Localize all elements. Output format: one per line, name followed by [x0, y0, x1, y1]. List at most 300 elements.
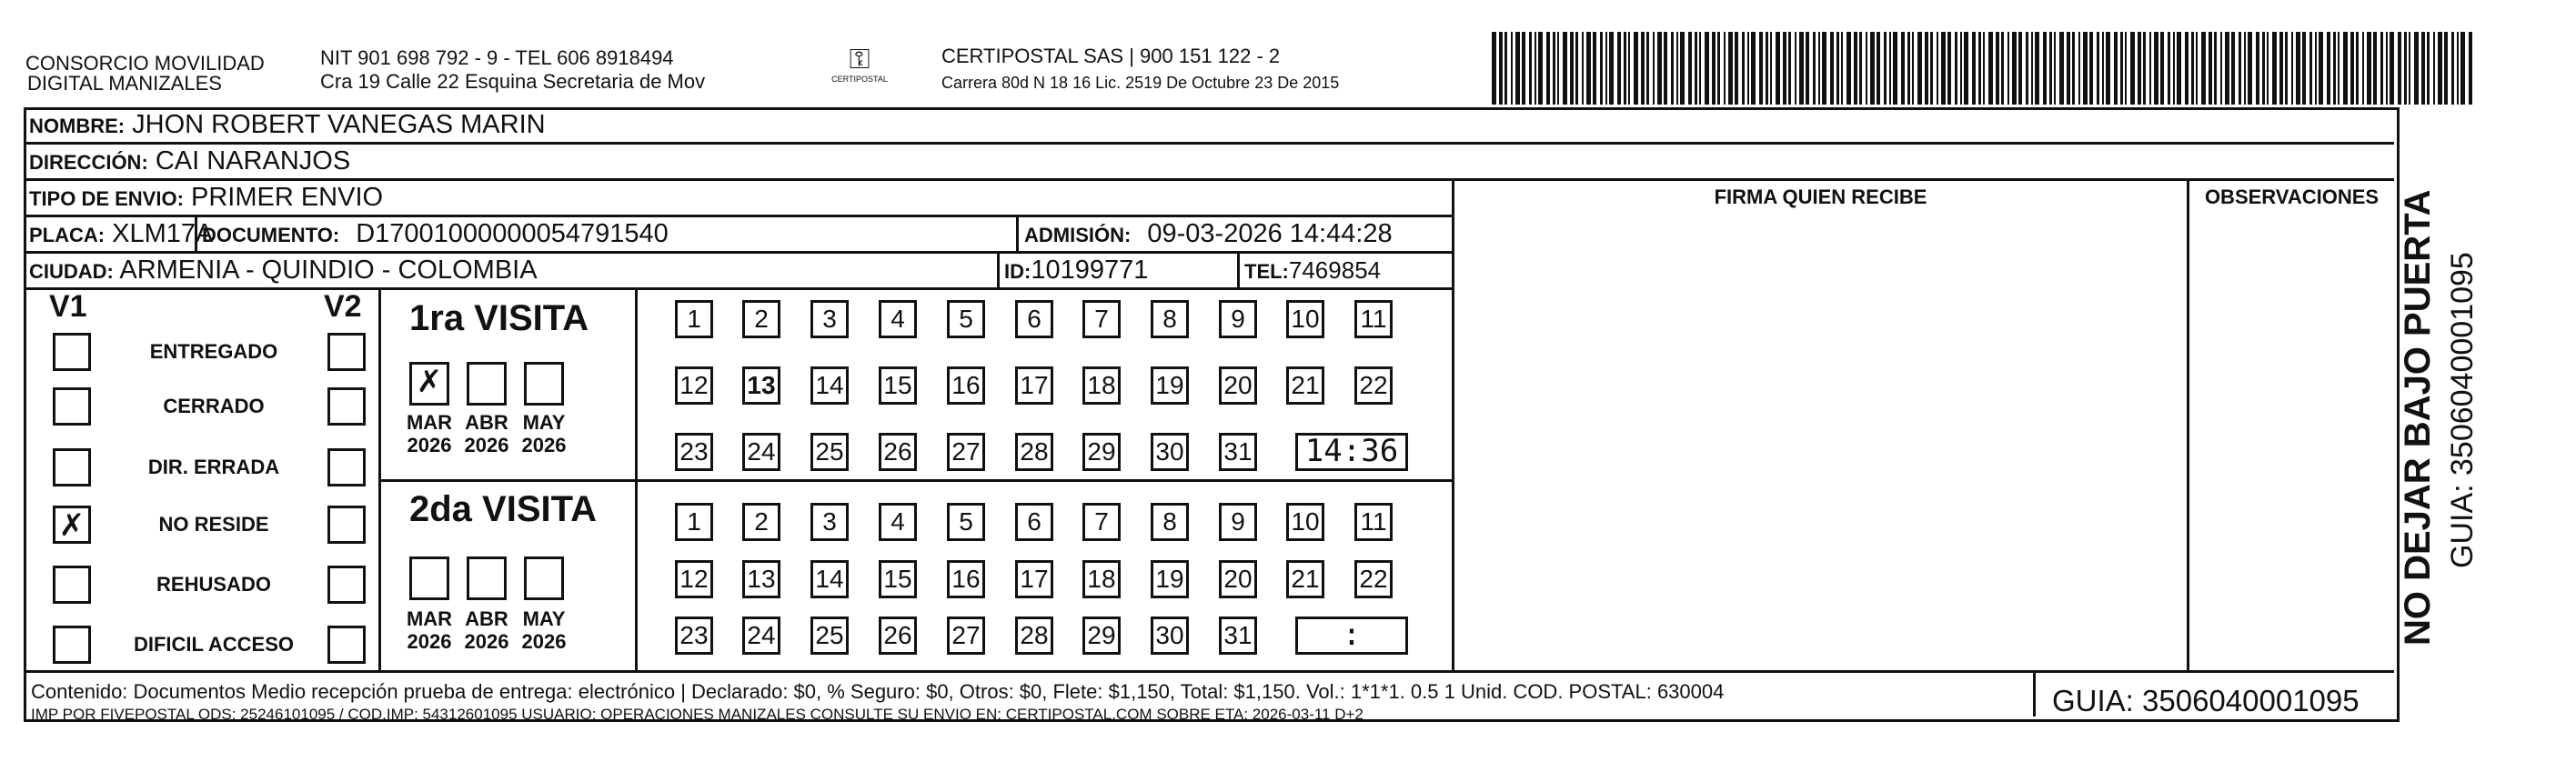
- barcode-bar: [2302, 32, 2306, 105]
- barcode-bar: [1586, 32, 1591, 105]
- barcode-bar: [2185, 32, 2189, 105]
- barcode-bar: [2114, 32, 2118, 105]
- barcode-bar: [1955, 32, 1957, 105]
- day-cell[interactable]: 4: [879, 503, 917, 541]
- day-cell[interactable]: 22: [1354, 560, 1393, 598]
- barcode-bar: [1893, 32, 1897, 105]
- barcode-bar: [2106, 32, 2110, 105]
- barcode-bar: [1964, 32, 1968, 105]
- barcode-bar: [1795, 32, 1796, 105]
- barcode-bar: [1836, 32, 1839, 105]
- shipment-type-label: TIPO DE ENVIO:: [29, 187, 184, 210]
- barcode-bar: [2225, 32, 2229, 105]
- nit-line: NIT 901 698 792 - 9 - TEL 606 8918494: [320, 46, 674, 69]
- barcode-bar: [2460, 32, 2465, 105]
- month-label: [455, 607, 518, 653]
- visit2-column-header: V2: [324, 289, 362, 324]
- do-not-leave-warning: NO DEJAR BAJO PUERTA: [2398, 189, 2438, 646]
- barcode-bar: [2138, 32, 2141, 105]
- barcode-bar: [1680, 32, 1685, 105]
- day-cell[interactable]: 18: [1082, 560, 1121, 598]
- barcode-bar: [2457, 32, 2459, 105]
- day-cell[interactable]: 14: [810, 560, 849, 598]
- day-cell[interactable]: 28: [1015, 617, 1053, 655]
- barcode-bar: [2296, 32, 2300, 105]
- barcode-bar: [1515, 32, 1520, 105]
- barcode-bar: [1983, 32, 1985, 105]
- barcode-bar: [2149, 32, 2151, 105]
- barcode-bar: [2333, 32, 2336, 105]
- plate-label: PLACA:: [29, 224, 106, 246]
- visit2-status-checkbox[interactable]: [327, 448, 366, 486]
- barcode-bar: [2214, 32, 2217, 105]
- month-name: MAR: [406, 607, 453, 630]
- barcode-bar: [2031, 32, 2033, 105]
- barcode-bar: [1799, 32, 1804, 105]
- barcode-bar: [2438, 32, 2442, 105]
- barcode-bar: [1529, 32, 1532, 105]
- day-cell[interactable]: 29: [1082, 617, 1121, 655]
- month-checkbox[interactable]: [524, 556, 564, 600]
- day-cell[interactable]: 12: [675, 560, 713, 598]
- day-cell[interactable]: 15: [879, 366, 917, 405]
- city-label: CIUDAD:: [29, 260, 114, 283]
- barcode-bar: [2035, 32, 2039, 105]
- status-reason-label: REHUSADO: [156, 573, 271, 596]
- day-cell[interactable]: 24: [742, 433, 780, 471]
- month-checkbox[interactable]: [409, 556, 449, 600]
- barcode-bar: [1553, 32, 1555, 105]
- barcode-bar: [1705, 32, 1709, 105]
- barcode-bar: [1504, 32, 1507, 105]
- document-field: [202, 218, 669, 251]
- barcode-bar: [1511, 32, 1513, 105]
- day-cell[interactable]: 26: [879, 617, 917, 655]
- status-reason-label: CERRADO: [163, 395, 265, 417]
- barcode-bar: [2201, 32, 2206, 105]
- day-cell[interactable]: 29: [1082, 433, 1121, 471]
- visit2-status-checkbox[interactable]: [327, 333, 366, 371]
- status-reason-label: DIR. ERRADA: [147, 456, 280, 478]
- id-field: [1004, 255, 1148, 287]
- barcode-bar: [1499, 32, 1503, 105]
- check-mark-icon: ✗: [58, 507, 86, 544]
- day-cell[interactable]: 18: [1082, 366, 1121, 405]
- status-reason-label: DIFICIL ACCESO: [133, 633, 294, 656]
- barcode-bar: [1724, 32, 1726, 105]
- barcode-bar: [1788, 32, 1791, 105]
- day-cell[interactable]: 25: [810, 617, 849, 655]
- day-cell[interactable]: 30: [1151, 617, 1189, 655]
- day-cell[interactable]: 23: [675, 433, 713, 471]
- barcode-bar: [2196, 32, 2198, 105]
- barcode-bar: [2026, 32, 2028, 105]
- phone-field: [1244, 255, 1381, 287]
- month-checkbox[interactable]: [467, 556, 507, 600]
- day-cell[interactable]: 30: [1151, 433, 1189, 471]
- barcode-bar: [2267, 32, 2269, 105]
- barcode-bar: [2451, 32, 2454, 105]
- day-cell[interactable]: 21: [1286, 366, 1324, 405]
- barcode-bar: [1818, 32, 1820, 105]
- barcode-bar: [2367, 32, 2371, 105]
- barcode-bar: [2409, 32, 2410, 105]
- month-year: 2026: [464, 434, 509, 456]
- barcode-bar: [2444, 32, 2448, 105]
- certipostal-logo: [819, 45, 901, 84]
- barcode-bar: [2404, 32, 2407, 105]
- day-cell[interactable]: 27: [947, 433, 985, 471]
- barcode-bar: [2083, 32, 2088, 105]
- day-cell[interactable]: 20: [1219, 366, 1257, 405]
- visit2-status-checkbox[interactable]: [327, 506, 366, 544]
- document-label: DOCUMENTO:: [202, 224, 340, 246]
- month-checkbox[interactable]: [409, 362, 449, 406]
- visit1-status-checkbox[interactable]: [53, 387, 91, 426]
- barcode-bar: [2089, 32, 2093, 105]
- barcode-bar: [1978, 32, 1981, 105]
- month-year: 2026: [521, 630, 567, 653]
- visit1-status-checkbox[interactable]: [53, 626, 91, 664]
- barcode-bar: [2173, 32, 2175, 105]
- barcode-bar: [1870, 32, 1875, 105]
- barcode-bar: [1884, 32, 1887, 105]
- day-cell[interactable]: 6: [1015, 503, 1053, 541]
- print-info: IMP POR FIVEPOSTAL ODS: 25246101095 / COD.IMP: 54312601095 USUARIO: OPERACIONES MANIZALES CONSULTE SU ENVIO EN: CERTIPOSTAL.COM SOBRE ETA: 2026-03-11 D+2: [31, 706, 1363, 723]
- month-year: 2026: [464, 630, 509, 653]
- day-cell[interactable]: 14: [810, 366, 849, 405]
- month-label: [455, 411, 518, 456]
- barcode-bar: [2244, 32, 2246, 105]
- phone-value: 7469854: [1288, 256, 1382, 284]
- barcode-bar: [1634, 32, 1638, 105]
- barcode-bar: [2154, 32, 2158, 105]
- logo-caption: CERTIPOSTAL: [831, 75, 888, 84]
- visit2-title: 2da VISITA: [409, 489, 597, 529]
- month-year: 2026: [521, 434, 567, 456]
- barcode-bar: [2220, 32, 2222, 105]
- barcode-bar: [1695, 32, 1697, 105]
- barcode-bar: [2012, 32, 2017, 105]
- barcode-bar: [2380, 32, 2383, 105]
- day-cell[interactable]: 1: [675, 300, 713, 338]
- barcode-bar: [1988, 32, 1993, 105]
- barcode-bar: [2414, 32, 2419, 105]
- visit1-status-checkbox[interactable]: [53, 506, 91, 544]
- barcode-bar: [2120, 32, 2123, 105]
- barcode-bar: [1901, 32, 1905, 105]
- barcode-bar: [1646, 32, 1649, 105]
- visit1-status-checkbox[interactable]: [53, 333, 91, 371]
- city-field: [29, 255, 538, 287]
- day-cell[interactable]: 15: [879, 560, 917, 598]
- day-cell[interactable]: 6: [1015, 300, 1053, 338]
- day-cell[interactable]: 17: [1015, 560, 1053, 598]
- barcode-bar: [2018, 32, 2022, 105]
- check-mark-icon: ✗: [416, 364, 443, 400]
- barcode-bar: [1735, 32, 1738, 105]
- carrier-line: CERTIPOSTAL SAS | 900 151 122 - 2: [941, 45, 1281, 67]
- day-cell[interactable]: 28: [1015, 433, 1053, 471]
- month-year: 2026: [407, 630, 452, 653]
- day-cell[interactable]: 13: [742, 560, 780, 598]
- barcode-bar: [2231, 32, 2235, 105]
- day-cell[interactable]: 9: [1219, 503, 1257, 541]
- day-cell[interactable]: 19: [1151, 366, 1189, 405]
- day-cell[interactable]: 22: [1354, 366, 1393, 405]
- barcode-bar: [2043, 32, 2047, 105]
- barcode-bar: [1930, 32, 1933, 105]
- day-cell[interactable]: 19: [1151, 560, 1189, 598]
- barcode-bar: [1535, 32, 1536, 105]
- barcode-bar: [2327, 32, 2330, 105]
- barcode-bar: [2125, 32, 2127, 105]
- signature-area[interactable]: [1454, 218, 2187, 670]
- barcode-bar: [2059, 32, 2064, 105]
- barcode-bar: [2390, 32, 2394, 105]
- barcode-bar: [2078, 32, 2080, 105]
- recipient-name-label: NOMBRE:: [29, 115, 126, 137]
- barcode-bar: [2469, 32, 2472, 105]
- day-cell[interactable]: 16: [947, 560, 985, 598]
- barcode-bar: [1717, 32, 1720, 105]
- side-tracking-number: GUIA: 3506040001095: [2445, 252, 2480, 568]
- barcode-bar: [2272, 32, 2277, 105]
- barcode-bar: [2309, 32, 2312, 105]
- day-cell[interactable]: 12: [675, 366, 713, 405]
- plate-value: XLM17A: [112, 219, 214, 248]
- visit1-column-header: V1: [49, 289, 87, 324]
- barcode-bar: [2130, 32, 2135, 105]
- day-cell[interactable]: 7: [1082, 300, 1121, 338]
- month-label: [397, 411, 461, 456]
- day-cell[interactable]: 8: [1151, 503, 1189, 541]
- month-name: MAY: [522, 411, 566, 434]
- barcode-bar: [2262, 32, 2265, 105]
- barcode-bar: [1546, 32, 1550, 105]
- barcode-bar: [2386, 32, 2388, 105]
- visit-time-field[interactable]: :: [1295, 617, 1408, 655]
- barcode-bar: [2177, 32, 2181, 105]
- month-name: ABR: [465, 607, 508, 630]
- city-value: ARMENIA - QUINDIO - COLOMBIA: [119, 256, 538, 285]
- barcode-bar: [2279, 32, 2283, 105]
- barcode-bar: [2143, 32, 2146, 105]
- barcode-bar: [1759, 32, 1763, 105]
- month-checkbox[interactable]: [467, 362, 507, 406]
- signature-header: FIRMA QUIEN RECIBE: [1714, 185, 1927, 208]
- company-name-line2: DIGITAL MANIZALES: [27, 72, 222, 95]
- barcode-bar: [2256, 32, 2259, 105]
- barcode-bar: [2072, 32, 2075, 105]
- barcode-bar: [1751, 32, 1756, 105]
- day-cell[interactable]: 5: [947, 503, 985, 541]
- visit2-status-checkbox[interactable]: [327, 387, 366, 426]
- day-cell[interactable]: 1: [675, 503, 713, 541]
- barcode-bar: [1609, 32, 1614, 105]
- day-cell[interactable]: 20: [1219, 560, 1257, 598]
- barcode-bar: [1575, 32, 1578, 105]
- month-year: 2026: [407, 434, 452, 456]
- barcode-bar: [1563, 32, 1567, 105]
- barcode-bar: [2291, 32, 2293, 105]
- barcode-bar: [2239, 32, 2241, 105]
- barcode-bar: [2001, 32, 2004, 105]
- contents-summary: Contenido: Documentos Medio recepción prueba de entrega: electrónico | Declarado: $0, % Seguro: $0, Otros: $0, Flete: $1,150, Total: $1,150. Vol.: 1*1*1. 0.5 1 Unid. COD. POSTAL: 630004: [31, 680, 1725, 703]
- barcode-bar: [2338, 32, 2340, 105]
- document-value: D17001000000054791540: [356, 219, 669, 248]
- recipient-name-row: [29, 109, 546, 142]
- barcode-bar: [1770, 32, 1772, 105]
- address-label: DIRECCIÓN:: [29, 151, 148, 174]
- barcode-bar: [1653, 32, 1655, 105]
- barcode-bar: [1699, 32, 1701, 105]
- recipient-name-value: JHON ROBERT VANEGAS MARIN: [132, 110, 546, 139]
- day-cell[interactable]: 23: [675, 617, 713, 655]
- barcode-bar: [1925, 32, 1928, 105]
- barcode-bar: [1813, 32, 1816, 105]
- barcode-bar: [2209, 32, 2212, 105]
- barcode-bar: [2054, 32, 2056, 105]
- month-name: ABR: [465, 411, 508, 434]
- visit1-status-checkbox[interactable]: [53, 566, 91, 604]
- day-cell[interactable]: 24: [742, 617, 780, 655]
- month-name: MAR: [406, 411, 453, 434]
- barcode-bar: [1830, 32, 1834, 105]
- status-reason-label: NO RESIDE: [158, 513, 269, 536]
- visit2-status-checkbox[interactable]: [327, 626, 366, 664]
- day-cell[interactable]: 10: [1286, 503, 1324, 541]
- day-cell[interactable]: 2: [742, 503, 780, 541]
- day-cell[interactable]: 13: [742, 366, 780, 405]
- phone-label: TEL:: [1244, 260, 1289, 283]
- day-cell[interactable]: 31: [1219, 617, 1257, 655]
- barcode-bar: [2343, 32, 2348, 105]
- day-cell[interactable]: 5: [947, 300, 985, 338]
- barcode-bar: [1570, 32, 1574, 105]
- barcode-bar: [1538, 32, 1543, 105]
- barcode-bar: [1676, 32, 1678, 105]
- day-cell[interactable]: 17: [1015, 366, 1053, 405]
- day-cell[interactable]: 3: [810, 503, 849, 541]
- visit1-status-checkbox[interactable]: [53, 448, 91, 486]
- day-cell[interactable]: 27: [947, 617, 985, 655]
- address-value: CAI NARANJOS: [155, 146, 351, 175]
- barcode-bar: [2421, 32, 2425, 105]
- observations-area[interactable]: [2189, 218, 2394, 670]
- barcode-bar: [1522, 32, 1525, 105]
- barcode-bar: [1600, 32, 1603, 105]
- barcode-bar: [1917, 32, 1922, 105]
- barcode-bar: [1822, 32, 1826, 105]
- day-cell[interactable]: 9: [1219, 300, 1257, 338]
- barcode-bar: [2362, 32, 2364, 105]
- barcode-bar: [2350, 32, 2354, 105]
- tracking-number-box: GUIA: 3506040001095: [2052, 684, 2360, 717]
- barcode-bar: [1624, 32, 1626, 105]
- plate-field: [29, 218, 213, 251]
- barcode: [1492, 32, 2474, 105]
- barcode-bar: [1641, 32, 1645, 105]
- barcode-bar: [2433, 32, 2435, 105]
- barcode-bar: [1728, 32, 1733, 105]
- barcode-bar: [1960, 32, 1962, 105]
- visit1-title: 1ra VISITA: [409, 298, 589, 338]
- barcode-bar: [2315, 32, 2317, 105]
- barcode-bar: [2160, 32, 2164, 105]
- day-cell[interactable]: 26: [879, 433, 917, 471]
- shipment-type-row: [29, 182, 383, 215]
- day-cell[interactable]: 2: [742, 300, 780, 338]
- status-reason-label: ENTREGADO: [149, 340, 278, 363]
- month-name: MAY: [522, 607, 566, 630]
- day-cell[interactable]: 31: [1219, 433, 1257, 471]
- visit2-status-checkbox[interactable]: [327, 566, 366, 604]
- barcode-bar: [1889, 32, 1891, 105]
- barcode-bar: [1996, 32, 1999, 105]
- barcode-bar: [2427, 32, 2430, 105]
- day-cell[interactable]: 11: [1354, 300, 1393, 338]
- barcode-bar: [1657, 32, 1662, 105]
- barcode-bar: [2248, 32, 2252, 105]
- barcode-bar: [1492, 32, 1496, 105]
- barcode-bar: [1557, 32, 1559, 105]
- barcode-bar: [1841, 32, 1843, 105]
- month-label: [512, 607, 576, 653]
- observations-header: OBSERVACIONES: [2204, 185, 2380, 208]
- shipment-type-value: PRIMER ENVIO: [190, 183, 384, 212]
- month-checkbox[interactable]: [524, 362, 564, 406]
- barcode-bar: [1806, 32, 1809, 105]
- barcode-bar: [1877, 32, 1880, 105]
- barcode-bar: [2097, 32, 2099, 105]
- barcode-bar: [1582, 32, 1584, 105]
- barcode-bar: [1628, 32, 1630, 105]
- day-cell[interactable]: 21: [1286, 560, 1324, 598]
- day-cell[interactable]: 4: [879, 300, 917, 338]
- barcode-bar: [1937, 32, 1938, 105]
- id-label: ID:: [1004, 260, 1031, 283]
- visit-time-field[interactable]: 14:36: [1295, 433, 1408, 471]
- barcode-bar: [1766, 32, 1768, 105]
- barcode-bar: [1907, 32, 1910, 105]
- admission-label: ADMISIÓN:: [1024, 224, 1132, 246]
- barcode-bar: [1742, 32, 1745, 105]
- day-cell[interactable]: 11: [1354, 503, 1393, 541]
- company-name-line1: CONSORCIO MOVILIDAD: [25, 52, 265, 75]
- carrier-address: Carrera 80d N 18 16 Lic. 2519 De Octubre 23 De 2015: [941, 74, 1340, 92]
- day-cell[interactable]: 25: [810, 433, 849, 471]
- day-cell[interactable]: 8: [1151, 300, 1189, 338]
- barcode-bar: [2319, 32, 2323, 105]
- barcode-bar: [2191, 32, 2194, 105]
- barcode-bar: [2168, 32, 2170, 105]
- barcode-bar: [1671, 32, 1674, 105]
- barcode-bar: [2007, 32, 2009, 105]
- day-cell[interactable]: 16: [947, 366, 985, 405]
- barcode-bar: [1854, 32, 1857, 105]
- month-label: [397, 607, 461, 653]
- barcode-bar: [1859, 32, 1862, 105]
- barcode-bar: [1747, 32, 1749, 105]
- barcode-bar: [2373, 32, 2377, 105]
- barcode-bar: [2285, 32, 2288, 105]
- barcode-bar: [1593, 32, 1596, 105]
- day-cell[interactable]: 3: [810, 300, 849, 338]
- barcode-bar: [1972, 32, 1976, 105]
- day-cell[interactable]: 7: [1082, 503, 1121, 541]
- day-cell[interactable]: 10: [1286, 300, 1324, 338]
